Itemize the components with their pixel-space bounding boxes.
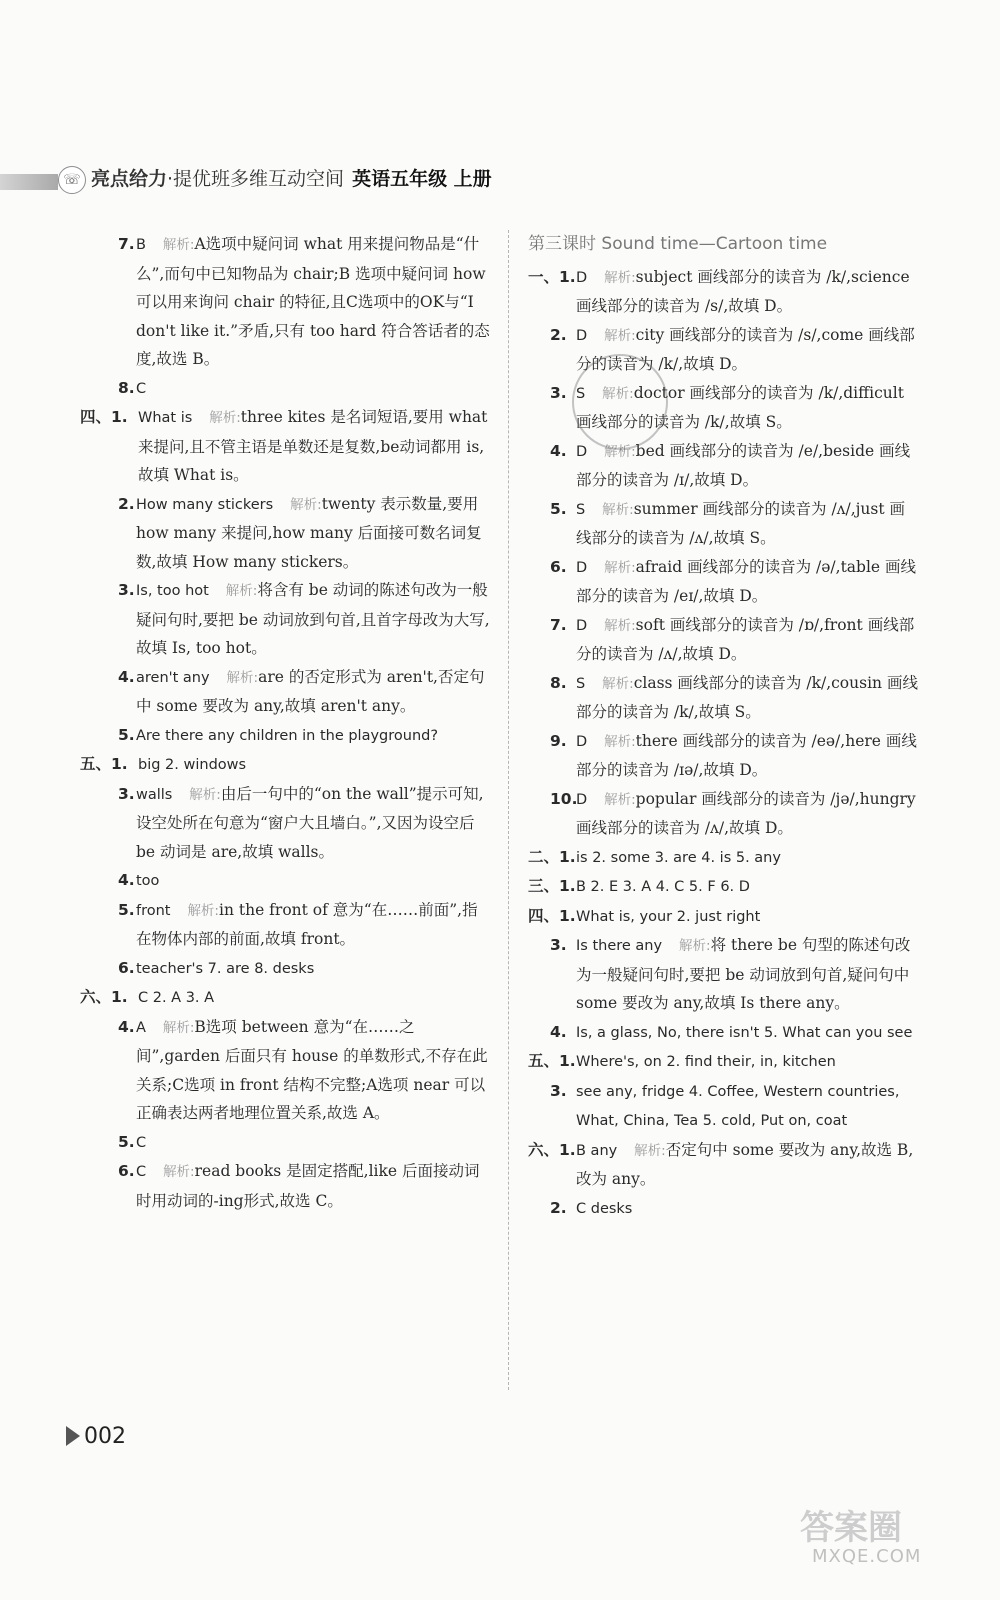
answer-text: front: [136, 902, 171, 919]
question-number: 4.: [550, 1022, 567, 1041]
answer-text: is 2. some 3. are 4. is 5. any: [576, 849, 781, 866]
question-number: 4.: [550, 441, 567, 460]
answer-text: D: [576, 269, 588, 286]
question-number: 5.: [118, 1132, 135, 1151]
analysis-label: 解析:: [604, 559, 636, 576]
analysis-label: 解析:: [602, 501, 634, 518]
question-number: 9.: [550, 731, 567, 750]
explanation-text: soft 画线部分的读音为 /ɒ/,front 画线部分的读音为 /ʌ/,故填 D。: [576, 615, 915, 663]
answer-item: [80, 954, 492, 984]
analysis-label: 解析:: [604, 269, 636, 286]
question-number: 3.: [550, 383, 567, 402]
answer-text: C 2. A 3. A: [138, 990, 215, 1006]
column-divider: [508, 230, 509, 1390]
answer-text: big 2. windows: [138, 757, 247, 773]
question-number: 3.: [550, 936, 567, 954]
analysis-label: 解析:: [679, 938, 711, 954]
answer-text: D: [576, 327, 588, 344]
stamp-watermark: [572, 354, 668, 450]
answer-item: [528, 843, 920, 873]
answer-text: aren't any: [136, 669, 210, 686]
watermark-site: 答案圈: [800, 1508, 902, 1548]
answer-item: [80, 576, 492, 663]
watermark-url: MXQE.COM: [812, 1546, 922, 1567]
answer-text: S: [576, 501, 586, 518]
question-number: 3.: [118, 581, 135, 599]
left-column: [80, 230, 492, 1215]
explanation-text: are 的否定形式为 aren't,否定句中 some 要改为 any,故填 aren't any。: [136, 667, 485, 715]
analysis-label: 解析:: [162, 1019, 195, 1036]
answer-text: C: [136, 380, 147, 397]
answer-item: [528, 872, 920, 902]
answer-text: too: [136, 873, 160, 889]
analysis-label: 解析:: [290, 496, 322, 513]
analysis-label: 解析:: [602, 385, 634, 402]
question-number: 四、1.: [80, 408, 128, 426]
answer-item: [80, 1157, 492, 1215]
header-bar: [0, 174, 58, 190]
answer-text: Are there any children in the playground?: [136, 727, 439, 744]
answer-text: see any, fridge 4. Coffee, Western countries, What, China, Tea 5. cold, Put on, coat: [576, 1083, 900, 1129]
explanation-text: bed 画线部分的读音为 /e/,beside 画线部分的读音为 /ɪ/,故填 D。: [576, 441, 911, 489]
answer-item: [80, 230, 492, 374]
phone-logo-icon: ☏: [58, 166, 86, 194]
answer-text: Is, too hot: [136, 583, 209, 599]
question-number: 2.: [550, 1198, 567, 1217]
explanation-text: summer 画线部分的读音为 /ʌ/,just 画线部分的读音为 /ʌ/,故填 S。: [576, 499, 906, 547]
answer-item: [528, 437, 920, 495]
answer-item: [80, 1013, 492, 1128]
answer-text: Is, a glass, No, there isn't 5. What can you see: [576, 1024, 913, 1041]
analysis-label: 解析:: [163, 1164, 195, 1180]
header-subtitle: ·提优班多维互动空间: [167, 168, 345, 190]
page-arrow-icon: [66, 1426, 80, 1446]
answer-text: Where's, on 2. find their, in, kitchen: [576, 1054, 836, 1070]
answer-text: A: [136, 1019, 146, 1036]
answer-item: [528, 1136, 920, 1194]
answer-text: D: [576, 443, 588, 460]
question-number: 三、1.: [528, 877, 576, 895]
answer-text: Is there any: [576, 938, 663, 954]
analysis-label: 解析:: [226, 669, 259, 686]
question-number: 一、1.: [528, 267, 576, 286]
analysis-label: 解析:: [209, 410, 241, 426]
question-number: 8.: [118, 378, 135, 397]
explanation-text: 将含有 be 动词的陈述句改为一般疑问句时,要把 be 动词放到句首,且首字母改为大写,故填 Is, too hot。: [136, 581, 490, 657]
analysis-label: 解析:: [604, 791, 636, 808]
answer-text: S: [576, 675, 586, 692]
question-number: 4.: [118, 871, 135, 889]
answer-item: [80, 663, 492, 721]
answer-item: [528, 902, 920, 932]
analysis-label: 解析:: [225, 583, 258, 599]
answer-item: [528, 1077, 920, 1136]
answer-text: B any: [576, 1142, 618, 1159]
answer-item: [80, 780, 492, 867]
analysis-label: 解析:: [604, 327, 636, 344]
answer-item: [528, 727, 920, 785]
question-number: 五、1.: [80, 755, 128, 773]
question-number: 2.: [550, 325, 567, 344]
question-number: 8.: [550, 673, 567, 692]
explanation-text: three kites 是名词短语,要用 what 来提问,且不管主语是单数还是复数,be动词都用 is,故填 What is。: [138, 408, 488, 484]
explanation-text: A选项中疑问词 what 用来提问物品是“什么”,而句中已知物品为 chair;B 选项中疑问词 how 可以用来询问 chair 的特征,且C选项中的OK与“I don't like it.”矛盾,只有 too hard 符合答话者的态度,故选 B。: [136, 235, 490, 368]
explanation-text: 由后一句中的“on the wall”提示可知,设空处所在句意为“窗户大且墙白。”,又因为设空后 be 动词是 are,故填 walls。: [136, 784, 484, 861]
answer-item: [80, 750, 492, 780]
answer-item: [528, 669, 920, 727]
answer-item: [528, 1047, 920, 1077]
question-number: 5.: [118, 900, 135, 919]
answer-item: [80, 866, 492, 896]
answer-item: [80, 374, 492, 404]
explanation-text: read books 是固定搭配,like 后面接动词时用动词的-ing形式,故选 C。: [136, 1162, 480, 1210]
answer-item: [80, 896, 492, 954]
answer-text: B: [136, 237, 146, 253]
explanation-text: popular 画线部分的读音为 /jə/,hungry 画线部分的读音为 /ʌ/,故填 D。: [576, 789, 916, 837]
answer-text: walls: [136, 786, 173, 803]
explanation-text: doctor 画线部分的读音为 /k/,difficult 画线部分的读音为 /k/,故填 S。: [576, 383, 904, 431]
answer-text: C: [136, 1164, 147, 1180]
explanation-text: afraid 画线部分的读音为 /ə/,table 画线部分的读音为 /eɪ/,故填 D。: [576, 557, 917, 605]
question-number: 4.: [118, 667, 135, 686]
answer-text: D: [576, 791, 588, 808]
answer-item: [80, 403, 492, 490]
question-number: 6.: [118, 1162, 135, 1180]
explanation-text: 将 there be 句型的陈述句改为一般疑问句时,要把 be 动词放到句首,疑问句中 some 要改为 any,故填 Is there any。: [576, 936, 911, 1012]
question-number: 5.: [118, 725, 135, 744]
explanation-text: B选项 between 意为“在……之间”,garden 后面只有 house 的单数形式,不存在此关系;C选项 in front 结构不完整;A选项 near 可以正确表达两者地理位置关系,故选 A。: [136, 1017, 488, 1122]
answer-item: [528, 263, 920, 321]
section-title: 第三课时 Sound time—Cartoon time: [528, 234, 828, 254]
question-number: 2.: [118, 494, 135, 513]
answer-text: D: [576, 617, 588, 634]
explanation-text: in the front of 意为“在……前面”,指在物体内部的前面,故填 front。: [136, 900, 478, 948]
answer-item: [528, 495, 920, 553]
header-title: [91, 164, 492, 191]
question-number: 3.: [118, 784, 135, 803]
analysis-label: 解析:: [187, 902, 219, 919]
analysis-label: 解析:: [162, 237, 195, 253]
page-header: [0, 160, 1000, 200]
analysis-label: 解析:: [602, 675, 634, 692]
answer-text: B 2. E 3. A 4. C 5. F 6. D: [576, 879, 750, 895]
answer-text: How many stickers: [136, 496, 274, 513]
answer-text: D: [576, 559, 588, 576]
analysis-label: 解析:: [634, 1142, 666, 1159]
question-number: 6.: [550, 557, 567, 576]
question-number: 10.: [550, 789, 578, 808]
explanation-text: 否定句中 some 要改为 any,故选 B,改为 any。: [576, 1140, 914, 1188]
answer-text: teacher's 7. are 8. desks: [136, 960, 315, 977]
explanation-text: there 画线部分的读音为 /eə/,here 画线部分的读音为 /ɪə/,故填 D。: [576, 731, 917, 779]
answer-text: What is, your 2. just right: [576, 908, 761, 925]
question-number: 六、1.: [528, 1140, 576, 1159]
question-number: 4.: [118, 1017, 135, 1036]
explanation-text: subject 画线部分的读音为 /k/,science 画线部分的读音为 /s/,故填 D。: [576, 267, 910, 315]
answer-item: [528, 1018, 920, 1048]
answer-text: D: [576, 733, 588, 750]
answer-item: [80, 721, 492, 751]
explanation-text: city 画线部分的读音为 /s/,come 画线部分的读音为 /k/,故填 D。: [576, 325, 915, 373]
answer-text: C desks: [576, 1200, 633, 1217]
question-number: 3.: [550, 1081, 567, 1100]
answer-item: [528, 785, 920, 843]
question-number: 7.: [118, 235, 135, 253]
answer-text: C: [136, 1134, 147, 1151]
analysis-label: 解析:: [604, 733, 636, 750]
question-number: 7.: [550, 615, 567, 634]
analysis-label: 解析:: [604, 443, 636, 460]
answer-item: [528, 1194, 920, 1224]
analysis-label: 解析:: [189, 786, 221, 803]
answer-item: [80, 1128, 492, 1158]
answer-text: S: [576, 385, 586, 402]
question-number: 二、1.: [528, 847, 576, 866]
header-brand: 亮点给力: [91, 168, 168, 190]
answer-item: [528, 931, 920, 1018]
explanation-text: twenty 表示数量,要用 how many 来提问,how many 后面接可数名词复数,故填 How many stickers。: [136, 494, 482, 571]
page-number: [66, 1424, 126, 1449]
answer-item: [80, 490, 492, 577]
question-number: 六、1.: [80, 988, 128, 1006]
answer-item: [80, 983, 492, 1013]
header-subject: 英语五年级 上册: [352, 168, 492, 190]
answer-item: [528, 553, 920, 611]
question-number: 5.: [550, 499, 567, 518]
explanation-text: class 画线部分的读音为 /k/,cousin 画线部分的读音为 /k/,故填 S。: [576, 673, 918, 721]
analysis-label: 解析:: [604, 617, 636, 634]
page-number-text: 002: [84, 1424, 126, 1449]
question-number: 6.: [118, 958, 135, 977]
answer-item: [528, 611, 920, 669]
question-number: 四、1.: [528, 906, 576, 925]
answer-text: What is: [138, 410, 193, 426]
question-number: 五、1.: [528, 1052, 576, 1070]
